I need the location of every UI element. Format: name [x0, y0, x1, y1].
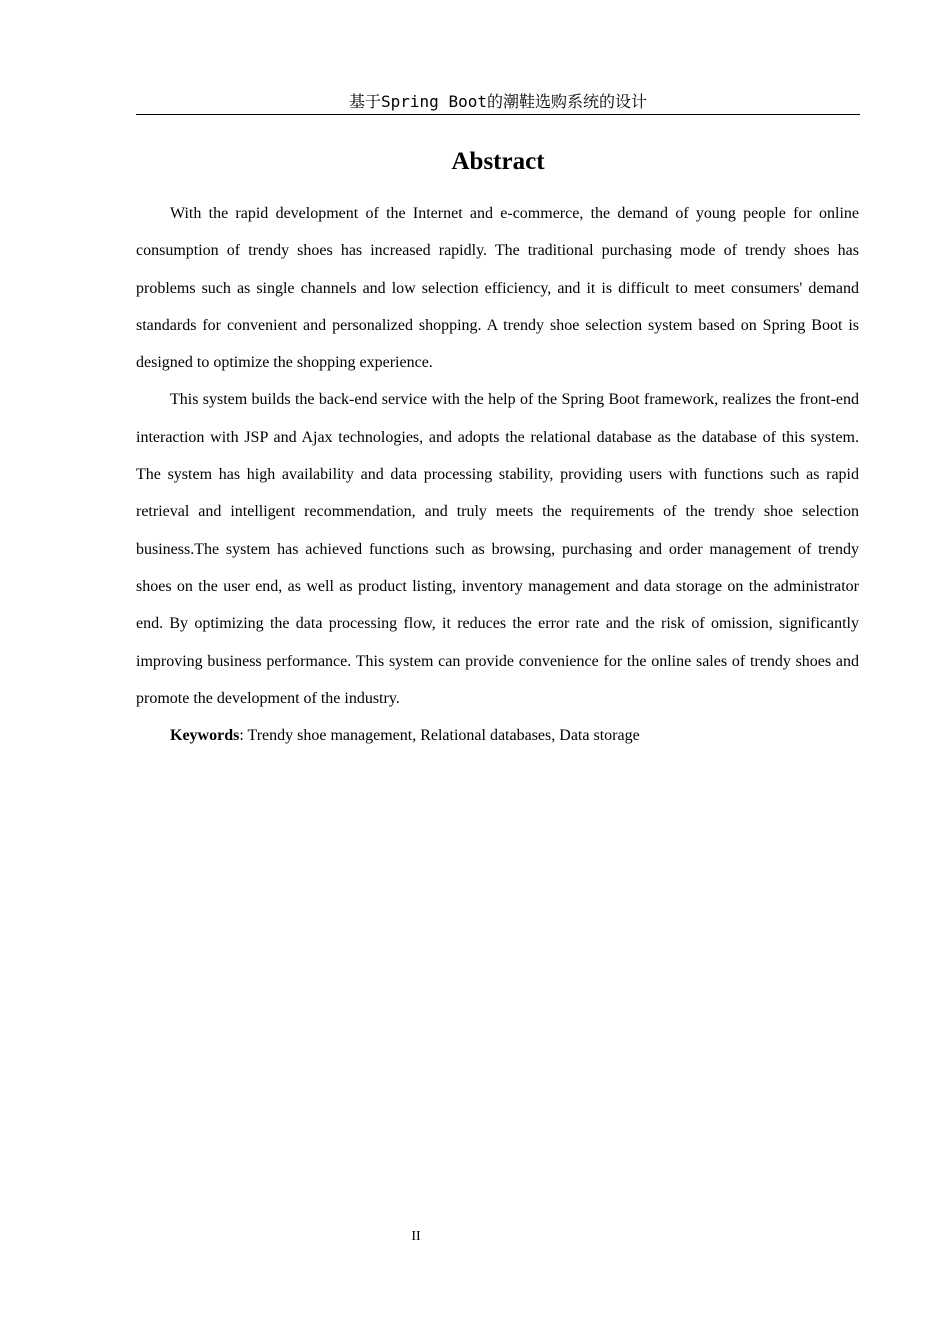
keywords-label: Keywords [170, 727, 240, 745]
abstract-paragraph-1: With the rapid development of the Internet and e-commerce, the demand of young people for online consumption of trendy shoes has increased rapidly. The traditional purchasing mode of trendy shoes has problems such as single channels and low selection efficiency, and it is difficult to meet consumers' demand standards for convenient and personalized shopping. A trendy shoe selection system based on Spring Boot is designed to optimize the shopping experience. [136, 205, 859, 372]
abstract-body [136, 195, 859, 754]
keywords-separator: : [239, 727, 248, 745]
header-rule [136, 114, 860, 115]
keywords-line [136, 717, 859, 754]
abstract-title: Abstract [451, 148, 545, 175]
keywords-text: Trendy shoe management, Relational databases, Data storage [247, 727, 640, 745]
abstract-paragraph-2: This system builds the back-end service with the help of the Spring Boot framework, realizes the front-end interaction with JSP and Ajax technologies, and adopts the relational database as the database of this system. The system has high availability and data processing stability, providing users with functions such as rapid retrieval and intelligent recommendation, and truly meets the requirements of the trendy shoe selection business.The system has achieved functions such as browsing, purchasing and order management of trendy shoes on the user end, as well as product listing, inventory management and data storage on the administrator end. By optimizing the data processing flow, it reduces the error rate and the risk of omission, significantly improving business performance. This system can provide convenience for the online sales of trendy shoes and promote the development of the industry. [136, 391, 859, 707]
page-number: II [411, 1229, 421, 1244]
running-header-title: 基于Spring Boot的潮鞋选购系统的设计 [349, 92, 647, 111]
